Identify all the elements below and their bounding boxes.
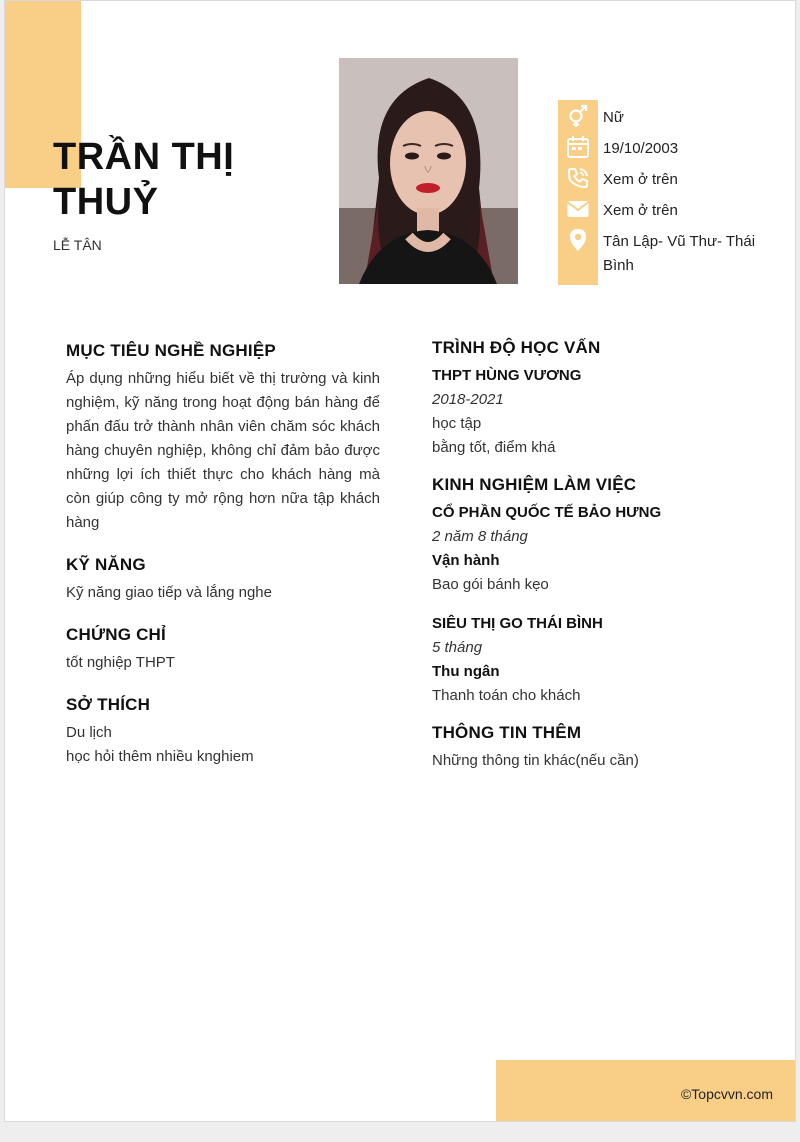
company-name: CỔ PHẦN QUỐC TẾ BẢO HƯNG xyxy=(432,504,662,521)
experience-item xyxy=(432,501,762,597)
hobby-item: học hỏi thêm nhiều knghiem xyxy=(66,748,254,765)
certificates-heading: CHỨNG CHỈ xyxy=(66,625,166,644)
hobbies-heading: SỞ THÍCH xyxy=(66,695,151,714)
education-period: 2018-2021 xyxy=(432,391,504,408)
objective-text: Áp dụng những hiểu biết về thị trường và kinh nghiệm, kỹ năng trong hoạt động bán hàng để phấn đấu trở thành nhân viên chăm sóc khách hàng chuyên nghiệp, không chỉ đảm bảo được những lợi ích thiết thực cho khách hàng mà còn giúp công ty mở rộng hơn nữa tập khách hàng xyxy=(66,370,380,531)
extra-info-heading: THÔNG TIN THÊM xyxy=(432,723,582,742)
experience-heading: KINH NGHIỆM LÀM VIỆC xyxy=(432,475,637,494)
job-description: Thanh toán cho khách xyxy=(432,687,581,704)
job-period: 5 tháng xyxy=(432,639,483,656)
objective-heading: MỤC TIÊU NGHỀ NGHIỆP xyxy=(66,341,276,360)
certificates-section xyxy=(66,625,380,675)
calendar-icon xyxy=(566,135,590,159)
job-period: 2 năm 8 tháng xyxy=(432,528,528,545)
gender-text: Nữ xyxy=(603,109,624,126)
skills-text: Kỹ năng giao tiếp và lắng nghe xyxy=(66,584,272,601)
cv-page xyxy=(4,0,796,1122)
profile-photo xyxy=(339,58,518,284)
gender-icon xyxy=(566,104,590,128)
job-description: Bao gói bánh kẹo xyxy=(432,576,549,593)
certificates-text: tốt nghiệp THPT xyxy=(66,654,175,671)
education-line: bằng tốt, điểm khá xyxy=(432,439,556,456)
address-row xyxy=(558,226,778,278)
phone-icon xyxy=(566,166,590,190)
email-row xyxy=(558,195,778,223)
hobby-item: Du lịch xyxy=(66,724,112,741)
location-pin-icon xyxy=(566,228,590,252)
phone-text: Xem ở trên xyxy=(603,171,678,188)
job-title: LỄ TÂN xyxy=(53,237,102,253)
portrait-illustration xyxy=(339,58,518,284)
birthdate-row xyxy=(558,133,778,161)
phone-row xyxy=(558,164,778,192)
birthdate-text: 19/10/2003 xyxy=(603,140,679,157)
candidate-name: TRẦN THỊ THUỶ xyxy=(53,136,235,223)
experience-section xyxy=(432,475,762,708)
address-text: Tân Lập- Vũ Thư- Thái Bình xyxy=(603,233,756,274)
email-text: Xem ở trên xyxy=(603,202,678,219)
email-icon xyxy=(566,197,590,221)
skills-heading: KỸ NĂNG xyxy=(66,555,146,574)
job-role: Thu ngân xyxy=(432,663,500,680)
education-section xyxy=(432,338,762,460)
education-heading: TRÌNH ĐỘ HỌC VẤN xyxy=(432,338,601,357)
copyright-text: ©Topcvvn.com xyxy=(680,1086,773,1102)
company-name: SIÊU THỊ GO THÁI BÌNH xyxy=(432,615,603,632)
hobbies-section xyxy=(66,695,380,769)
education-line: học tập xyxy=(432,415,482,432)
extra-info-section xyxy=(432,723,762,773)
school-name: THPT HÙNG VƯƠNG xyxy=(432,367,582,384)
extra-info-text: Những thông tin khác(nếu cần) xyxy=(432,752,639,769)
skills-section xyxy=(66,555,380,605)
experience-item xyxy=(432,612,762,708)
job-role: Vận hành xyxy=(432,552,500,569)
gender-row xyxy=(558,102,778,130)
objective-section xyxy=(66,341,380,535)
